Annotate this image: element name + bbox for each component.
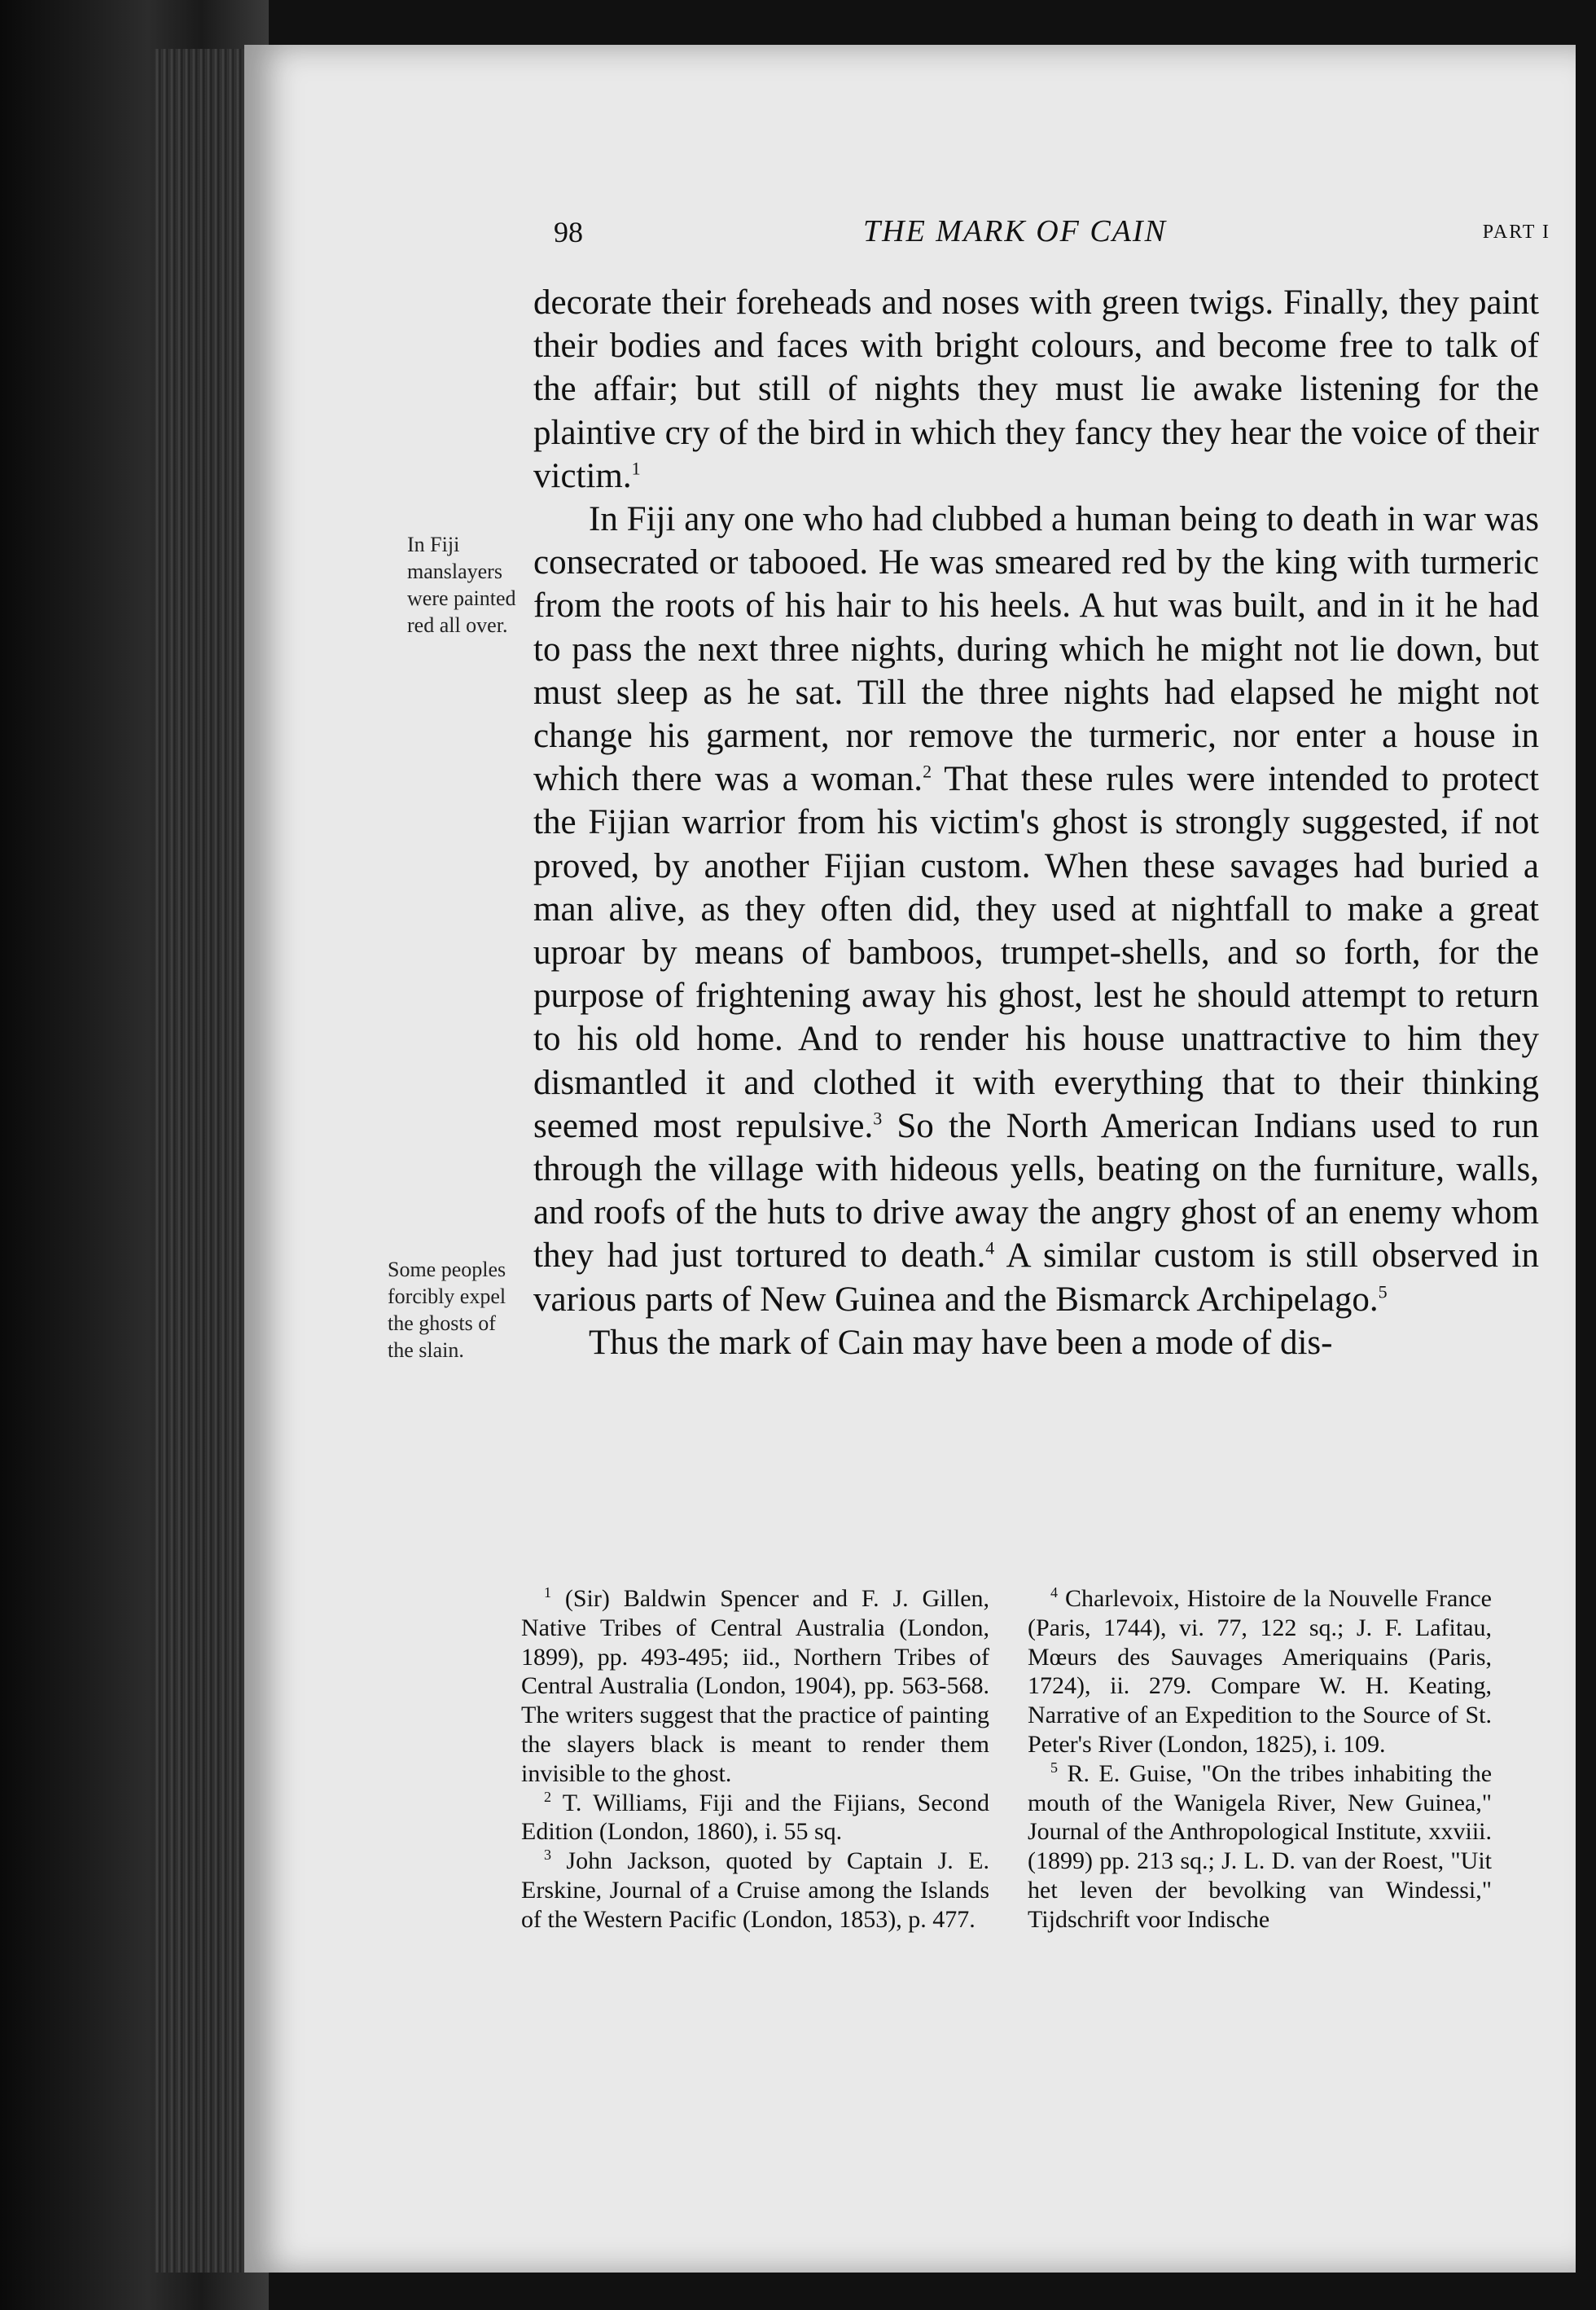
paragraph: In Fiji any one who had clubbed a human being to death in war was consecrated or tabooed. He was smeared red by the king with turmeric from the roots of his hair to his heels. A hut was built, and in it he had to pass the next three nights, during which he might not lie down, but must sleep as he sat. Till the three nights had elapsed he might not change his garment, nor remove the turmeric, nor enter a house in which there was a woman.$^2$ That these rules were intended to protect the Fijian warrior from his victim's ghost is strongly suggested, if not proved, by another Fijian custom. When these savages had buried a man alive, as they often did, they used at nightfall to make a great uproar by means of bamboos, trumpet-shells, and so forth, for the purpose of frightening away his ghost, lest he should attempt to return to his old home. And to render his house unattractive to him they dismantled it and clothed it with everything that to their thinking seemed most repulsive.$^3$ So the North American Indians used to run through the village with hideous yells, beating on the furniture, walls, and roofs of the huts to drive away the angry ghost of an enemy whom they had just tortured to death.$^4$ A similar custom is still observed in various parts of New Guinea and the Bismarck Archipelago.$^5$ bbox=[533, 500, 1539, 1319]
running-title: THE MARK OF CAIN bbox=[863, 214, 1167, 248]
footnote: $^1$ (Sir) Baldwin Spencer and F. J. Gillen, Native Tribes of Central Australia (London, 1899), pp. 493-495; iid., Northern Tribes of Central Australia (London, 1904), pp. 563-568. The writers suggest that the practice of painting the slayers black is meant to render them invisible to the ghost. bbox=[521, 1584, 990, 1787]
margin-note: Some peoples forcibly expel the ghosts of the slain. bbox=[388, 1258, 506, 1362]
main-text bbox=[533, 281, 1539, 1364]
footnotes-right bbox=[1028, 1584, 1492, 1935]
page-header bbox=[537, 210, 1555, 259]
footnote: $^4$ Charlevoix, Histoire de la Nouvelle France (Paris, 1744), vi. 77, 122 sq.; J. F. Lafitau, Mœurs des Sauvages Ameriquains (Paris, 1724), ii. 279. Compare W. H. Keating, Narrative of an Expedition to the Source of St. Peter's River (London, 1825), i. 109. bbox=[1028, 1584, 1492, 1758]
footnote-ref: 4 bbox=[985, 1238, 995, 1259]
footnote-ref: 1 bbox=[631, 458, 641, 479]
footnote-ref: 2 bbox=[923, 761, 932, 782]
part-label: PART I bbox=[1482, 222, 1550, 243]
page-number: 98 bbox=[554, 216, 583, 248]
footnotes-left bbox=[521, 1584, 989, 1935]
paragraph: Thus the mark of Cain may have been a mode of dis- bbox=[589, 1323, 1333, 1362]
footnote: $^5$ R. E. Guise, "On the tribes inhabiting the mouth of the Wanigela River, New Guinea," Journal of the Anthropological Institute, xxviii. (1899) pp. 213 sq.; J. L. D. van der Roest, "Uit het leven der bevolking van Windessi," Tijdschrift voor Indische bbox=[1028, 1759, 1493, 1933]
footnote: $^3$ John Jackson, quoted by Captain J. E. Erskine, Journal of a Cruise among the Islands of the Western Pacific (London, 1853), p. 477. bbox=[521, 1847, 990, 1933]
footnote-ref: 3 bbox=[873, 1108, 883, 1129]
paragraph: decorate their foreheads and noses with green twigs. Finally, they paint their bodies and faces with bright colours, and become free to talk of the affair; but still of nights they must lie awake listening for the plaintive cry of the bird in which they fancy they hear the voice of their victim.$^1$ bbox=[533, 283, 1539, 495]
margin-note: In Fiji manslayers were painted red all over. bbox=[407, 533, 516, 637]
footnote-ref: 5 bbox=[1378, 1281, 1388, 1302]
footnote: $^2$ T. Williams, Fiji and the Fijians, Second Edition (London, 1860), i. 55 sq. bbox=[521, 1788, 989, 1846]
